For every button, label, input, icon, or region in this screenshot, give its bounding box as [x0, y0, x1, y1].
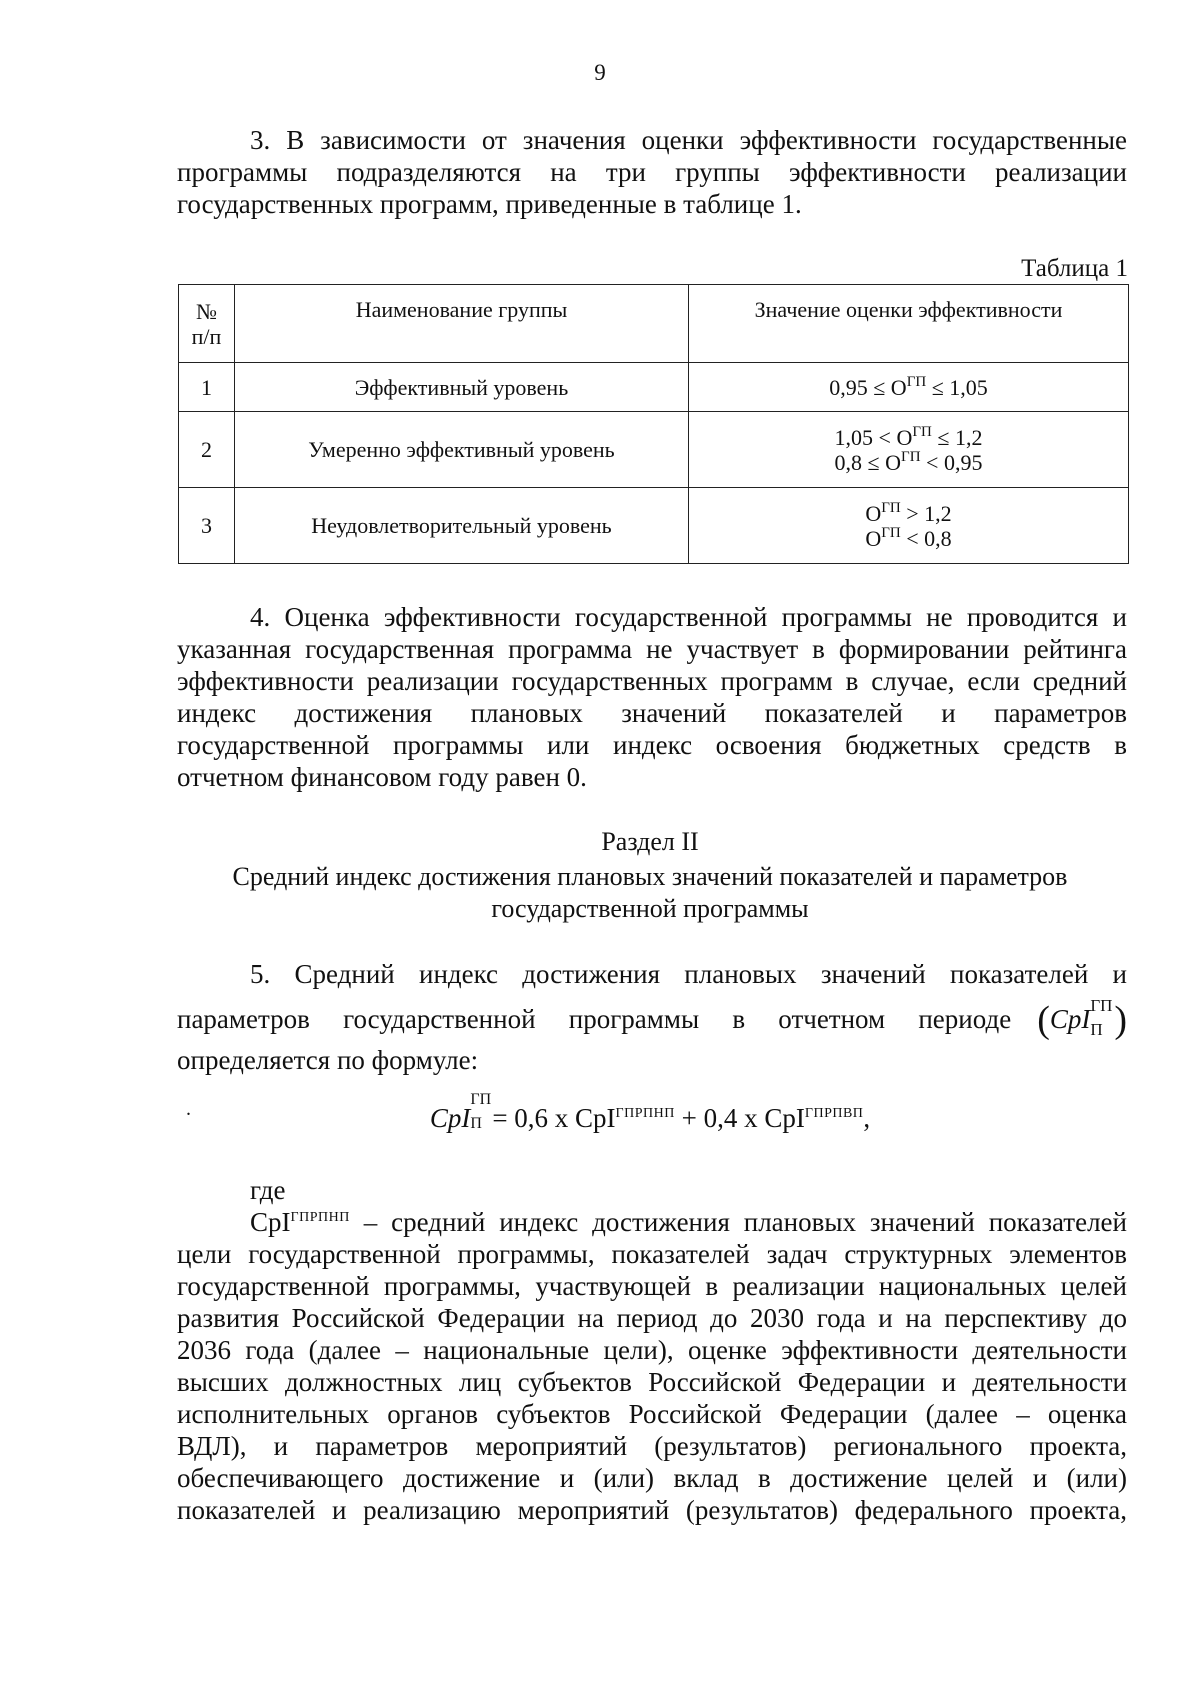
- paragraph-5-line2: [177, 996, 1127, 1047]
- paragraph-line: указанная государственная программа не участвует в формировании рейтинга: [177, 634, 1127, 664]
- paragraph-line: отчетном финансовом году равен 0.: [177, 762, 587, 792]
- paragraph-line: эффективности реализации государственных программ в случае, если средний: [177, 666, 1127, 696]
- paragraph-line: программы подразделяются на три группы эффективности реализации: [177, 157, 1127, 187]
- header-number: № п/п: [179, 285, 235, 363]
- table-header-row: [179, 285, 1129, 363]
- paragraph-line: государственной программы или индекс освоения бюджетных средств в: [177, 730, 1127, 760]
- paragraph-line: государственных программ, приведенные в таблице 1.: [177, 189, 802, 219]
- row-value: $О^{ГП} > 1,2$ $О^{ГП} < 0,8$: [689, 488, 1129, 564]
- paragraph-line: государственной программы, участвующей в реализации национальных целей: [177, 1271, 1127, 1301]
- row-number: 1: [179, 363, 235, 412]
- row-group-name: Неудовлетворительный уровень: [235, 488, 689, 564]
- paragraph-line: 3. В зависимости от значения оценки эффективности государственные: [250, 125, 1127, 155]
- paragraph-3: [177, 124, 1127, 220]
- row-number: 2: [179, 412, 235, 488]
- inline-formula-symbol: (CpI ГП П ): [1037, 996, 1127, 1041]
- table-row: [179, 488, 1129, 564]
- stray-mark: .: [186, 1098, 191, 1120]
- section-title: Раздел II: [601, 827, 699, 856]
- page-number: 9: [594, 60, 606, 85]
- table-row: [179, 412, 1129, 488]
- table-row: [179, 363, 1129, 412]
- paragraph-line: цели государственной программы, показателей задач структурных элементов: [177, 1239, 1127, 1269]
- efficiency-groups-table: [178, 284, 1129, 564]
- section-subtitle: государственной программы: [491, 894, 809, 923]
- paragraph-line: высших должностных лиц субъектов Российской Федерации и деятельности: [177, 1367, 1127, 1397]
- paragraph-line: исполнительных органов субъектов Российской Федерации (далее – оценка: [177, 1399, 1127, 1429]
- paragraph-line: обеспечивающего достижение и (или) вклад в достижение целей и (или): [177, 1463, 1127, 1493]
- row-number: 3: [179, 488, 235, 564]
- header-value: Значение оценки эффективности: [689, 285, 1129, 363]
- row-value: $0,95 \le О^{ГП} \le 1,05$: [689, 363, 1129, 412]
- paragraph-5: [177, 958, 1127, 990]
- section-subtitle: Средний индекс достижения плановых значений показателей и параметров: [232, 862, 1068, 891]
- paragraph-line: параметров государственной программы в отчетном периоде: [177, 1004, 1012, 1034]
- paragraph-line: ВДЛ), и параметров мероприятий (результатов) регионального проекта,: [177, 1431, 1127, 1461]
- header-group-name: Наименование группы: [235, 285, 689, 363]
- row-group-name: Эффективный уровень: [235, 363, 689, 412]
- paragraph-line: индекс достижения плановых значений показателей и параметров: [177, 698, 1127, 728]
- paragraph-line: 5. Средний индекс достижения плановых значений показателей и: [250, 959, 1127, 989]
- paragraph-line: определяется по формуле:: [177, 1045, 479, 1075]
- paragraph-line: показателей и реализацию мероприятий (результатов) федерального проекта,: [177, 1495, 1127, 1525]
- formula: CpI ГП П = 0,6 x CpI$^{ГПРПНП}$ + 0,4 x CpI$^{ГПРПВП}$,: [429, 1091, 871, 1133]
- paragraph-line: CpI$^{ГПРПНП}$ – средний индекс достижения плановых значений показателей: [250, 1207, 1127, 1237]
- paragraph-4: [177, 601, 1127, 793]
- row-group-name: Умеренно эффективный уровень: [235, 412, 689, 488]
- table-caption: Таблица 1: [1021, 255, 1128, 282]
- paragraph-5-line3: [177, 1044, 1127, 1076]
- definition: [177, 1206, 1127, 1526]
- paragraph-line: развития Российской Федерации на период до 2030 года и на перспективу до: [177, 1303, 1127, 1333]
- paragraph-line: 2036 года (далее – национальные цели), оценке эффективности деятельности: [177, 1335, 1127, 1365]
- where-label: где: [250, 1175, 286, 1205]
- row-value: $1,05 < О^{ГП} \le 1,2$ $0,8 \le О^{ГП} < 0,95$: [689, 412, 1129, 488]
- paragraph-line: 4. Оценка эффективности государственной программы не проводится и: [250, 602, 1127, 632]
